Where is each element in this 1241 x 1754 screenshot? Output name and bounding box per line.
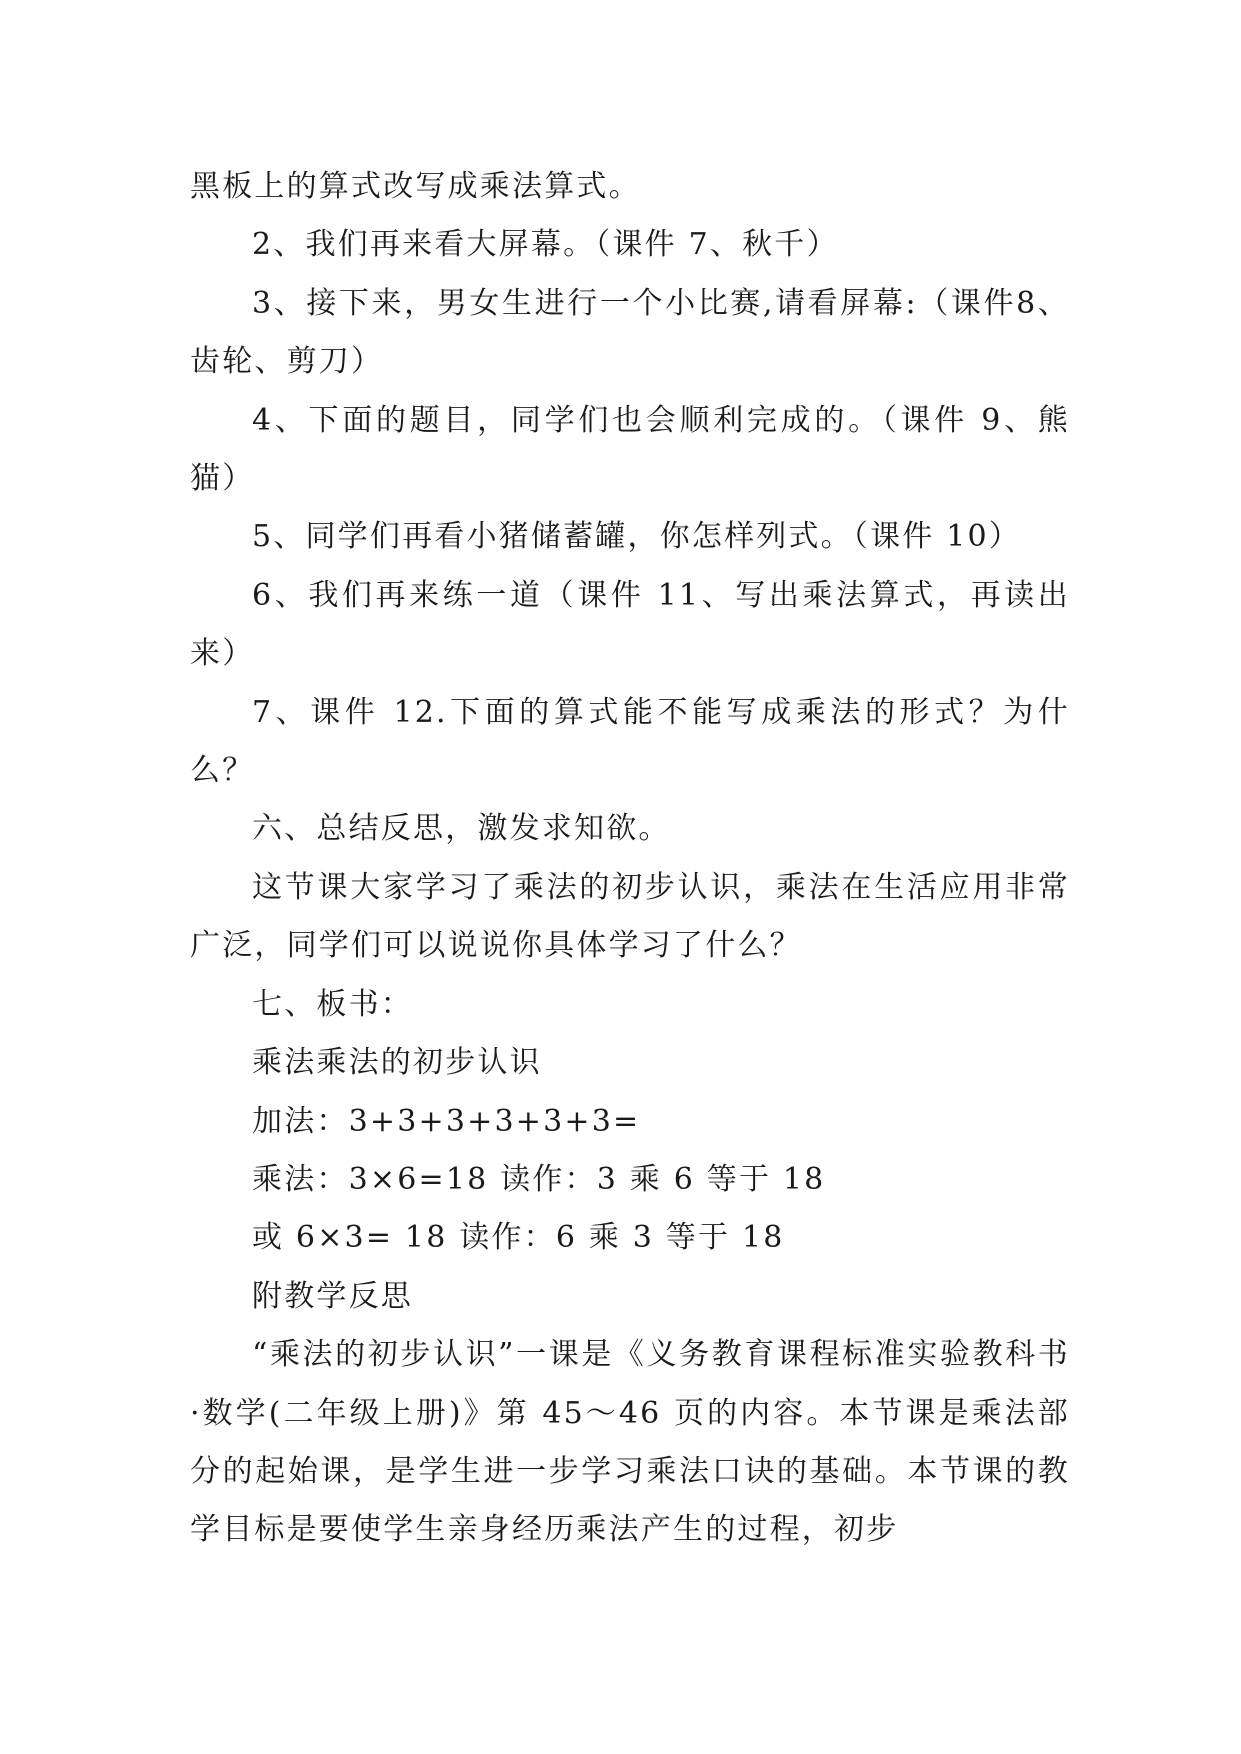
section-heading-summary: 六、总结反思，激发求知欲。 — [252, 811, 671, 847]
document-body — [190, 158, 1070, 1560]
board-line-1: 乘法乘法的初步认识 — [252, 1045, 542, 1081]
paragraph-summary: 这节课大家学习了乘法的初步认识，乘法在生活应用非常广泛，同学们可以说说你具体学习了什么？ — [190, 869, 1070, 964]
paragraph-5: 5、同学们再看小猪储蓄罐，你怎样列式。（课件 10） — [252, 519, 1021, 555]
paragraph-3: 3、接下来，男女生进行一个小比赛,请看屏幕:（课件8、齿轮、剪刀） — [190, 285, 1070, 380]
paragraph-2: 2、我们再来看大屏幕。（课件 7、秋千） — [252, 227, 839, 263]
board-line-2: 加法：3+3+3+3+3+3= — [252, 1103, 641, 1139]
paragraph-6: 6、我们再来练一道（课件 11、写出乘法算式，再读出来） — [190, 577, 1070, 672]
paragraph-4: 4、下面的题目，同学们也会顺利完成的。（课件 9、熊猫） — [190, 402, 1070, 497]
board-line-4: 或 6×3= 18 读作：6 乘 3 等于 18 — [252, 1220, 785, 1256]
reflection-heading: 附教学反思 — [252, 1278, 413, 1314]
paragraph-7: 7、课件 12.下面的算式能不能写成乘法的形式？为什么？ — [190, 694, 1070, 789]
board-line-3: 乘法：3×6=18 读作：3 乘 6 等于 18 — [252, 1161, 826, 1197]
section-heading-board: 七、板书： — [252, 986, 413, 1022]
reflection-paragraph: “乘法的初步认识”一课是《义务教育课程标准实验教科书·数学(二年级上册)》第 45～46 页的内容。本节课是乘法部分的起始课，是学生进一步学习乘法口诀的基础。本节课的教学目标是要使学生亲身经历乘法产生的过程，初步 — [190, 1337, 1070, 1548]
paragraph-1: 黑板上的算式改写成乘法算式。 — [190, 169, 641, 204]
